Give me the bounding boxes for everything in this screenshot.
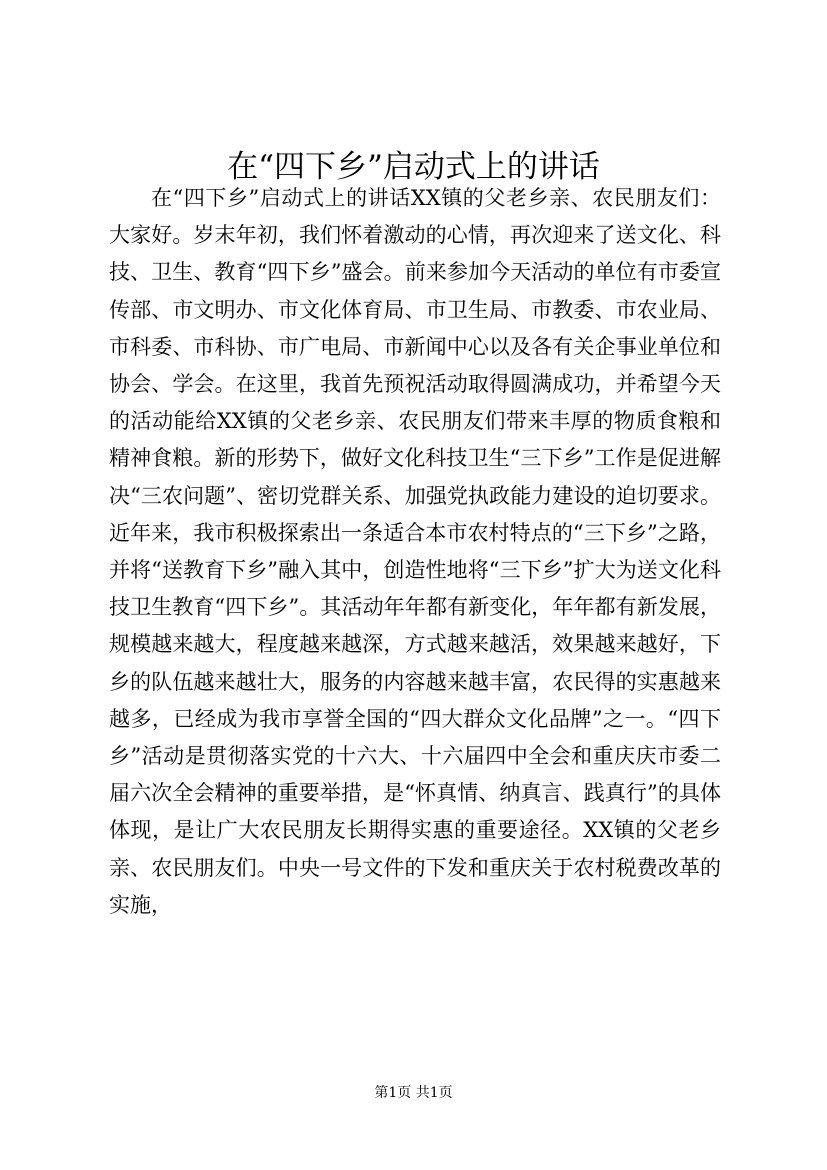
document-body: 在“四下乡”启动式上的讲话XX镇的父老乡亲、农民朋友们：大家好。岁末年初，我们怀着激动的心情，再次迎来了送文化、科技、卫生、教育“四下乡”盛会。前来参加今天活动的单位有市委宣传部、市文明办、市文化体育局、市卫生局、市教委、市农业局、市科委、市科协、市广电局、市新闻中心以及各有关企事业单位和协会、学会。在这里，我首先预祝活动取得圆满成功，并希望今天的活动能给XX镇的父老乡亲、农民朋友们带来丰厚的物质食粮和精神食粮。新的形势下，做好文化科技卫生“三下乡”工作是促进解决“三农问题”、密切党群关系、加强党执政能力建设的迫切要求。近年来，我市积极探索出一条适合本市农村特点的“三下乡”之路，并将“送教育下乡”融入其中，创造性地将“三下乡”扩大为送文化科技卫生教育“四下乡”。其活动年年都有新变化，年年都有新发展，规模越来越大，程度越来越深，方式越来越活，效果越来越好，下乡的队伍越来越壮大，服务的内容越来越丰富，农民得的实惠越来越多，已经成为我市享誉全国的“四大群众文化品牌”之一。“四下乡”活动是贯彻落实党的十六大、十六届四中全会和重庆庆市委二届六次全会精神的重要举措，是“怀真情、纳真言、践真行”的具体体现，是让广大农民朋友长期得实惠的重要途径。XX镇的父老乡亲、农民朋友们。中央一号文件的下发和重庆关于农村税费改革的实施， bbox=[109, 186, 721, 917]
document-title: 在“四下乡”启动式上的讲话 bbox=[227, 149, 600, 185]
page-footer: 第1页 共1页 bbox=[374, 1085, 453, 1101]
